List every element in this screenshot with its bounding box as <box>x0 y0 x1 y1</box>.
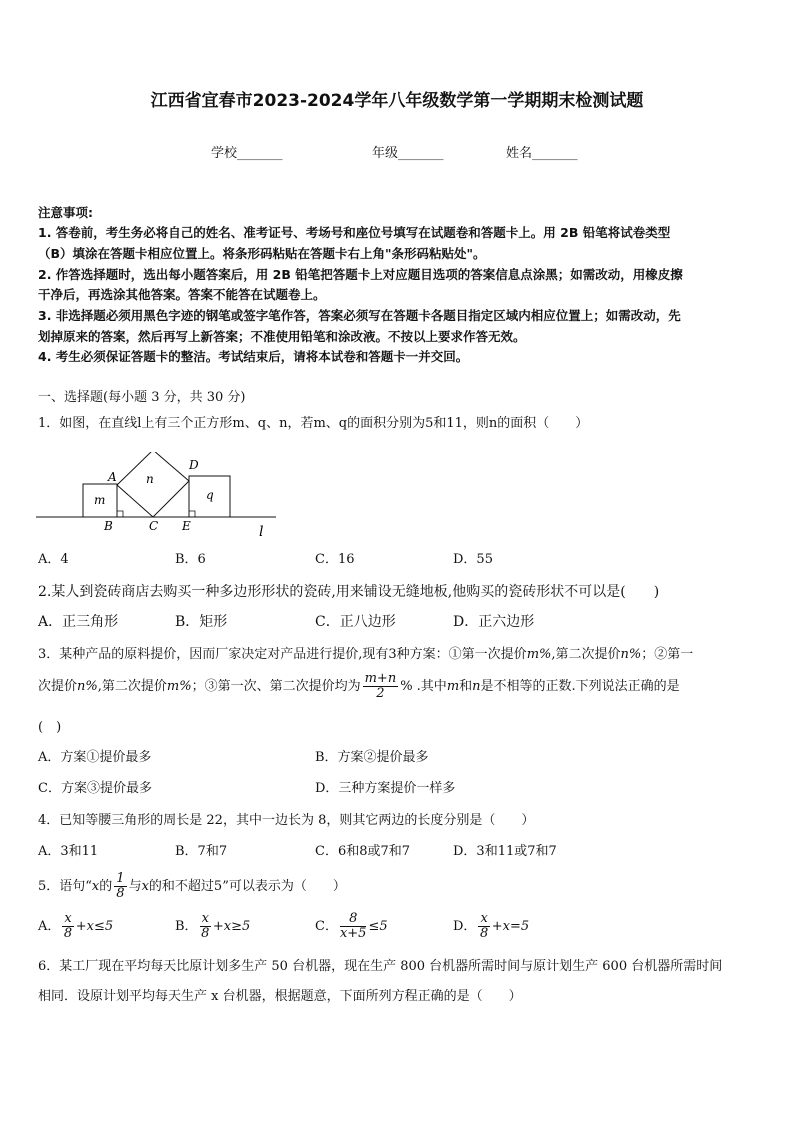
label-q: q <box>206 488 214 502</box>
label-m: m <box>94 493 106 507</box>
question-2-stem: 2.某人到瓷砖商店去购买一种多边形形状的瓷砖,用来铺设无缝地板,他购买的瓷砖形状不可以是( ) <box>38 584 660 600</box>
note-line: 干净后，再选涂其他答案。答案不能答在试题卷上。 <box>38 287 326 302</box>
q3-option-b: B．方案②提价最多 <box>315 750 429 765</box>
fraction-one-eighth: $\frac{1}{8}$ <box>116 871 125 901</box>
q1-option-b: B．6 <box>175 552 206 567</box>
q3-option-a: A．方案①提价最多 <box>38 750 152 765</box>
right-angle-E <box>189 511 195 517</box>
q4-option-c: C．6和8或7和7 <box>315 844 411 859</box>
q1-option-d: D．55 <box>453 552 493 567</box>
question-1-figure <box>36 452 286 542</box>
label-C: C <box>149 519 159 533</box>
fraction-m-plus-n-over-2: $\frac{m+n}{2}$ <box>364 671 397 701</box>
name-field: 姓名_______ <box>506 146 578 161</box>
school-field: 学校_______ <box>211 146 283 161</box>
right-angle-B <box>117 511 123 517</box>
label-E: E <box>182 519 191 533</box>
question-3-line-1: 3．某种产品的原料提价，因而厂家决定对产品进行提价,现有3种方案：①第一次提价m%,第二次提价n%；②第一 <box>38 647 694 662</box>
note-line: 3. 非选择题必须用黑色字迹的钢笔或签字笔作答，答案必须写在答题卡各题目指定区域内相应位置上；如需改动，先 <box>38 308 681 323</box>
question-6-line-1: 6．某工厂现在平均每天比原计划多生产 50 台机器，现在生产 800 台机器所需时间与原计划生产 600 台机器所需时间 <box>38 959 723 974</box>
label-B: B <box>104 519 113 533</box>
note-line: 1. 答卷前，考生务必将自己的姓名、准考证号、考场号和座位号填写在试题卷和答题卡上。用 2B 铅笔将试卷类型 <box>38 225 671 240</box>
question-3-line-2: 次提价n%,第二次提价m%；③第一次、第二次提价均为 $\frac{m+n}{2}$ % .其中m和n是不相等的正数.下列说法正确的是 <box>38 671 680 701</box>
note-line: 4. 考生必须保证答题卡的整洁。考试结束后，请将本试卷和答题卡一并交回。 <box>38 349 469 364</box>
question-3-line-3: ( ) <box>38 720 62 735</box>
q5-option-c: C． $\frac{8}{x+5}$ ≤5 <box>315 911 388 941</box>
question-6-line-2: 相同．设原计划平均每天生产 x 台机器，根据题意，下面所列方程正确的是（ ） <box>38 989 522 1004</box>
q2-option-c: C．正八边形 <box>315 614 396 630</box>
section-heading: 一、选择题(每小题 3 分，共 30 分) <box>38 390 246 405</box>
q4-option-a: A．3和11 <box>38 844 99 859</box>
q5-option-d: D． $\frac{x}{8}$ +x=5 <box>453 911 530 941</box>
label-D: D <box>189 458 199 472</box>
q3-option-c: C．方案③提价最多 <box>38 781 152 796</box>
note-line: 划掉原来的答案，然后再写上新答案；不准使用铅笔和涂改液。不按以上要求作答无效。 <box>38 329 526 344</box>
label-A: A <box>108 470 117 484</box>
label-n: n <box>146 472 154 486</box>
q4-option-b: B．7和7 <box>175 844 228 859</box>
question-1-stem: 1．如图，在直线l上有三个正方形m、q、n，若m、q的面积分别为5和11，则n的面积（ ） <box>38 416 589 431</box>
q5-option-b: B． $\frac{x}{8}$ +x≥5 <box>175 911 251 941</box>
q5-option-a: A． $\frac{x}{8}$ +x≤5 <box>38 911 114 941</box>
q2-option-a: A．正三角形 <box>38 614 119 630</box>
grade-field: 年级_______ <box>372 146 444 161</box>
note-line: （B）填涂在答题卡相应位置上。将条形码粘贴在答题卡右上角"条形码粘贴处"。 <box>38 246 486 261</box>
q1-option-a: A．4 <box>38 552 69 567</box>
notes-heading: 注意事项: <box>38 205 93 220</box>
question-5-stem: 5．语句“x的 $\frac{1}{8}$ 与x的和不超过5”可以表示为（ ） <box>38 871 346 901</box>
label-l: l <box>259 524 264 540</box>
q4-option-d: D．3和11或7和7 <box>453 844 557 859</box>
q3-option-d: D．三种方案提价一样多 <box>315 781 456 796</box>
question-4-stem: 4．已知等腰三角形的周长是 22，其中一边长为 8，则其它两边的长度分别是（ ） <box>38 813 535 828</box>
q2-option-b: B．矩形 <box>175 614 228 630</box>
q1-option-c: C．16 <box>315 552 355 567</box>
page-title: 江西省宜春市2023-2024学年八年级数学第一学期期末检测试题 <box>150 91 644 111</box>
q2-option-d: D．正六边形 <box>453 614 535 630</box>
note-line: 2. 作答选择题时，选出每小题答案后，用 2B 铅笔把答题卡上对应题目选项的答案信息点涂黑；如需改动，用橡皮擦 <box>38 267 683 282</box>
